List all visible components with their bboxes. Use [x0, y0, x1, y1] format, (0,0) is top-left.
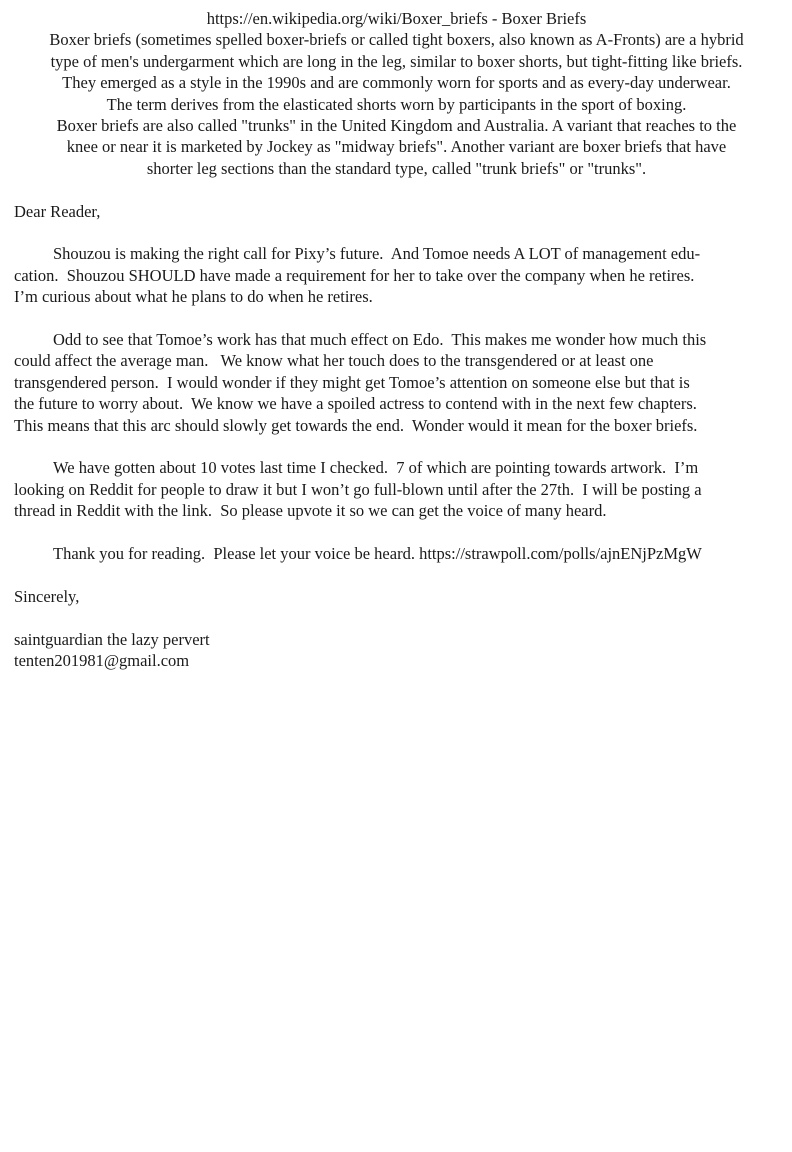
paragraph-line: I’m curious about what he plans to do when he retires. [14, 287, 373, 307]
document-header [14, 8, 779, 179]
paragraph-line: Shouzou is making the right call for Pixy’s future. And Tomoe needs A LOT of management edu- [53, 244, 701, 264]
paragraph-line: could affect the average man. We know what her touch does to the transgendered or at least one [14, 351, 654, 371]
paragraph-line: cation. Shouzou SHOULD have made a requirement for her to take over the company when he retires. [14, 265, 695, 285]
paragraph-line: This means that this arc should slowly get towards the end. Wonder would it mean for the boxer briefs. [14, 415, 698, 435]
paragraph [14, 243, 779, 307]
signature [14, 629, 779, 672]
paragraph-line: Thank you for reading. Please let your voice be heard. https://strawpoll.com/polls/ajnENjPzMgW [53, 544, 702, 564]
wiki-excerpt-line: They emerged as a style in the 1990s and are commonly worn for sports and as every-day underwear. [62, 73, 731, 93]
wiki-excerpt-line: Boxer briefs (sometimes spelled boxer-briefs or called tight boxers, also known as A-Fronts) are a hybrid [49, 30, 744, 50]
letter-body [14, 201, 779, 672]
paragraph-line: transgendered person. I would wonder if they might get Tomoe’s attention on someone else but that is [14, 372, 690, 392]
paragraph-line: Odd to see that Tomoe’s work has that much effect on Edo. This makes me wonder how much this [53, 330, 707, 350]
wiki-excerpt-line: Boxer briefs are also called "trunks" in the United Kingdom and Australia. A variant that reaches to the [56, 116, 737, 136]
paragraph [14, 543, 779, 564]
signature-name: saintguardian the lazy pervert [14, 629, 210, 649]
signature-email: tenten201981@gmail.com [14, 651, 190, 671]
wiki-excerpt-line: type of men's undergarment which are long in the leg, similar to boxer shorts, but tight-fitting like briefs. [50, 51, 743, 71]
paragraph-line: We have gotten about 10 votes last time I checked. 7 of which are pointing towards artwork. I’m [53, 458, 699, 478]
source-title: https://en.wikipedia.org/wiki/Boxer_briefs - Boxer Briefs [206, 9, 587, 28]
wiki-excerpt-line: shorter leg sections than the standard type, called "trunk briefs" or "trunks". [146, 158, 647, 178]
paragraph [14, 329, 779, 436]
wiki-excerpt-line: The term derives from the elasticated shorts worn by participants in the sport of boxing. [106, 94, 687, 114]
paragraph-line: looking on Reddit for people to draw it but I won’t go full-blown until after the 27th. I will be posting a [14, 479, 702, 499]
salutation: Dear Reader, [14, 201, 101, 221]
wiki-excerpt-line: knee or near it is marketed by Jockey as "midway briefs". Another variant are boxer briefs that have [66, 137, 727, 157]
paragraph-line: thread in Reddit with the link. So please upvote it so we can get the voice of many heard. [14, 501, 607, 521]
closing: Sincerely, [14, 586, 80, 606]
paragraph [14, 457, 779, 521]
paragraph-line: the future to worry about. We know we have a spoiled actress to contend with in the next few chapters. [14, 394, 697, 414]
